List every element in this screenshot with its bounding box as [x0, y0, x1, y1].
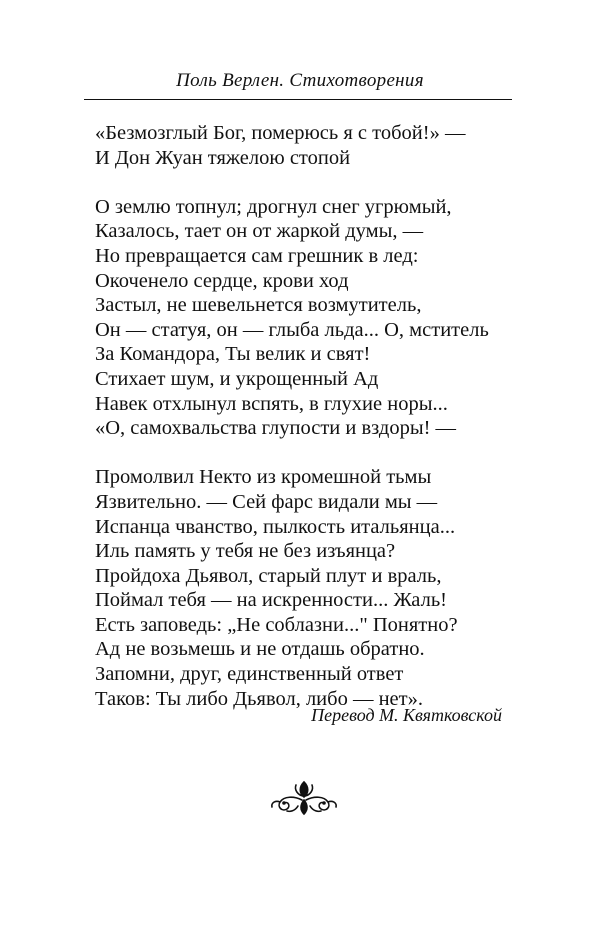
poem-line: Запомни, друг, единственный ответ [95, 663, 404, 686]
poem-line: Промолвил Некто из кромешной тьмы [95, 466, 432, 489]
poem-line: Застыл, не шевельнется возмутитель, [95, 294, 422, 317]
poem-line: Но превращается сам грешник в лед: [95, 244, 419, 267]
poem-line: Окоченело сердце, крови ход [95, 269, 349, 292]
poem-line: Таков: Ты либо Дьявол, либо — нет». [95, 687, 423, 710]
poem-line: Испанца чванство, пылкость итальянца... [95, 515, 456, 538]
poem-line: Поймал тебя — на искренности... Жаль! [95, 589, 447, 612]
poem-line: Казалось, тает он от жаркой думы, — [95, 220, 424, 243]
poem-line: «О, самохвальства глупости и вздоры! — [95, 417, 457, 440]
poem-line: Навек отхлынул вспять, в глухие норы... [95, 392, 448, 415]
poem-line: Пройдоха Дьявол, старый плут и враль, [95, 564, 442, 587]
poem-line: О землю топнул; дрогнул снег угрюмый, [95, 195, 452, 218]
header-rule [84, 99, 512, 100]
poem-line: Язвительно. — Сей фарс видали мы — [95, 490, 438, 513]
poem-line: Стихает шум, и укрощенный Ад [95, 367, 379, 390]
poem-line: Он — статуя, он — глыба льда... О, мститель [95, 318, 489, 341]
stanza-3 [95, 465, 525, 711]
poem-line: Ад не возьмешь и не отдашь обратно. [95, 638, 425, 661]
stanza-1 [95, 121, 525, 170]
poem-line: За Командора, Ты велик и свят! [95, 343, 371, 366]
poem-line: Есть заповедь: „Не соблазни..." Понятно? [95, 613, 458, 636]
translator-credit: Перевод М. Квятковской [311, 705, 502, 725]
floral-ornament-icon [268, 778, 340, 818]
poem-line: И Дон Жуан тяжелою стопой [95, 146, 351, 169]
poem-line: «Безмозглый Бог, померюсь я с тобой!» — [95, 122, 466, 144]
poem [95, 121, 525, 736]
poem-line: Иль память у тебя не без изъянца? [95, 540, 396, 563]
running-head-title: Поль Верлен. Стихотворения [176, 70, 424, 91]
stanza-2 [95, 195, 525, 441]
